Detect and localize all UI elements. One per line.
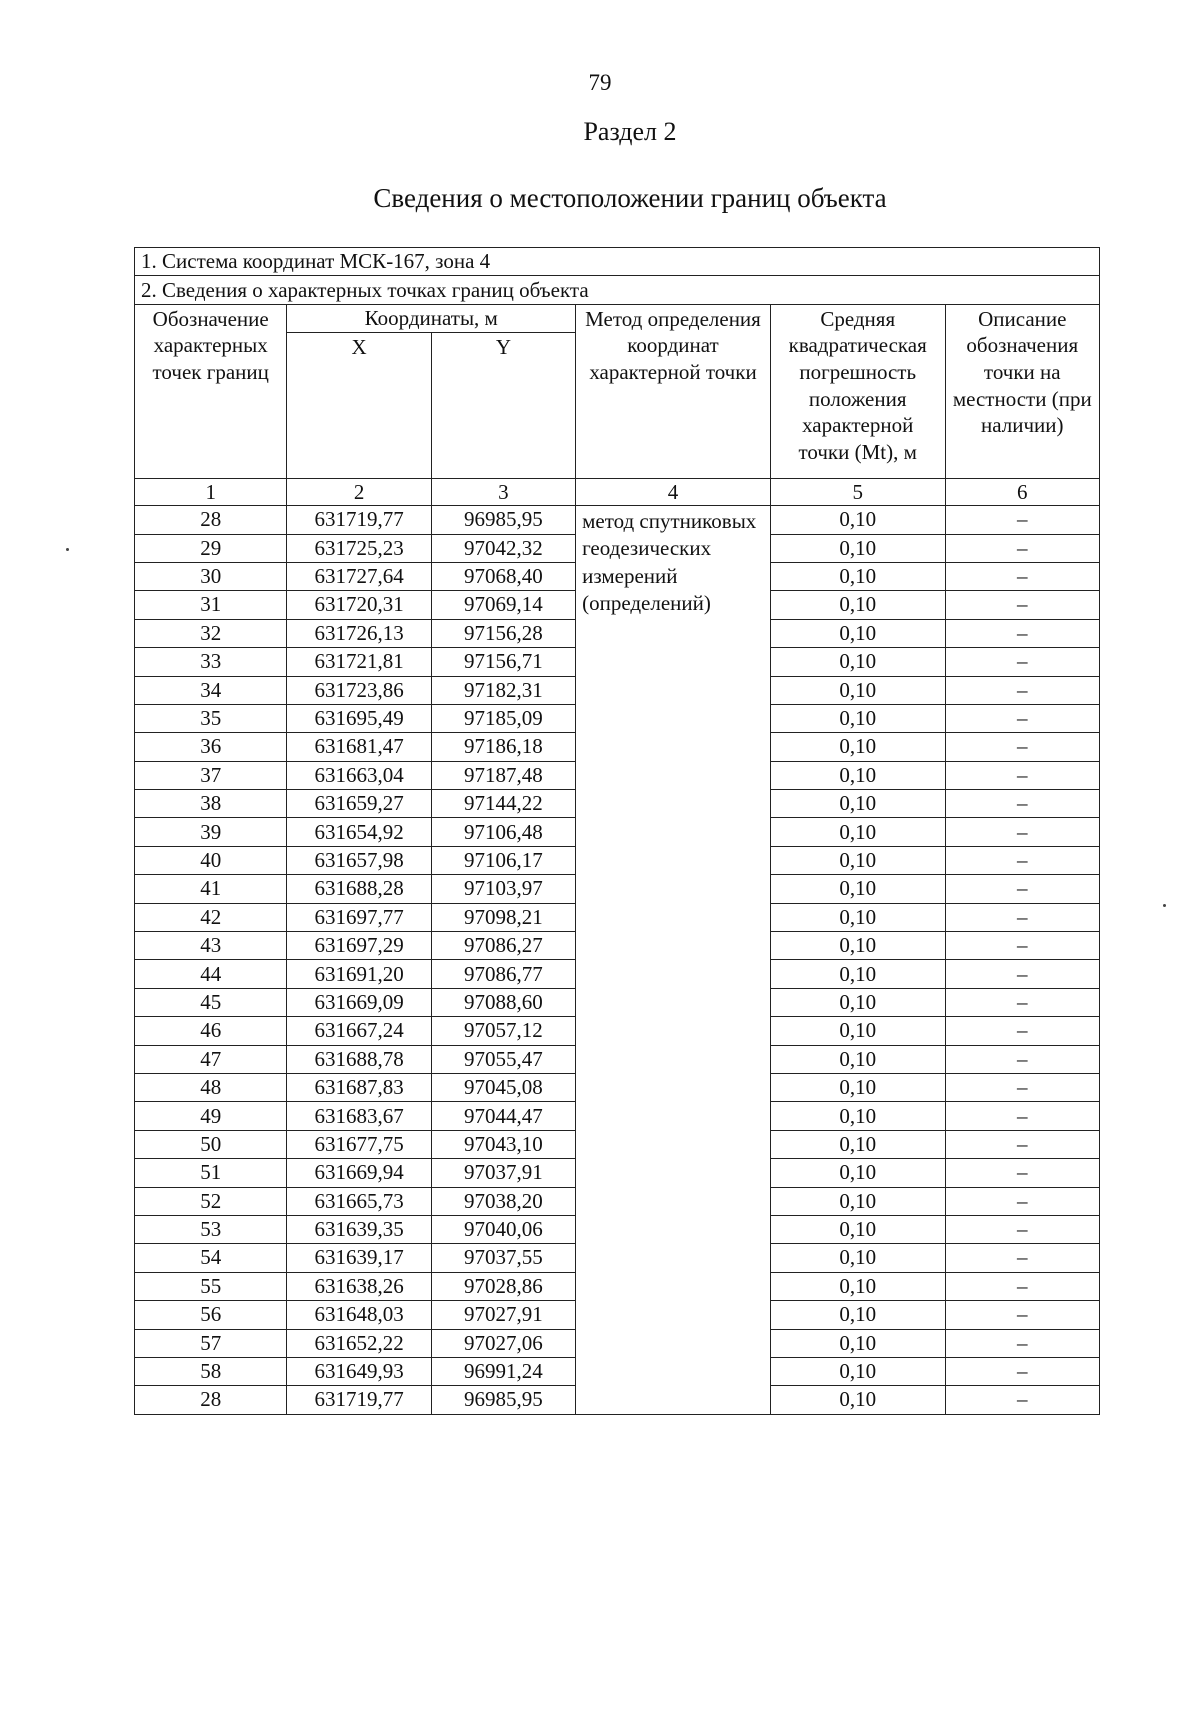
point-number-cell: 45 (135, 988, 287, 1016)
error-cell: 0,10 (770, 1272, 945, 1300)
column-number: 1 (135, 479, 287, 506)
x-coordinate-cell: 631687,83 (287, 1073, 431, 1101)
scan-speck (66, 548, 69, 551)
error-cell: 0,10 (770, 761, 945, 789)
error-cell: 0,10 (770, 1386, 945, 1414)
x-coordinate-cell: 631683,67 (287, 1102, 431, 1130)
x-coordinate-cell: 631725,23 (287, 534, 431, 562)
column-number: 6 (945, 479, 1099, 506)
header-x: X (287, 333, 431, 479)
table-row (135, 506, 1100, 534)
error-cell: 0,10 (770, 903, 945, 931)
y-coordinate-cell: 97043,10 (431, 1130, 575, 1158)
description-cell: – (945, 619, 1099, 647)
description-cell: – (945, 648, 1099, 676)
point-number-cell: 58 (135, 1357, 287, 1385)
description-cell: – (945, 733, 1099, 761)
y-coordinate-cell: 97069,14 (431, 591, 575, 619)
y-coordinate-cell: 97055,47 (431, 1045, 575, 1073)
description-cell: – (945, 1130, 1099, 1158)
error-cell: 0,10 (770, 875, 945, 903)
point-number-cell: 42 (135, 903, 287, 931)
x-coordinate-cell: 631667,24 (287, 1017, 431, 1045)
description-cell: – (945, 1102, 1099, 1130)
y-coordinate-cell: 97086,77 (431, 960, 575, 988)
page-number: 79 (588, 70, 612, 95)
error-cell: 0,10 (770, 676, 945, 704)
column-number: 5 (770, 479, 945, 506)
point-number-cell: 51 (135, 1159, 287, 1187)
y-coordinate-cell: 97156,28 (431, 619, 575, 647)
x-coordinate-cell: 631697,29 (287, 932, 431, 960)
points-header-cell: 2. Сведения о характерных точках границ объекта (135, 276, 1100, 304)
point-number-cell: 40 (135, 846, 287, 874)
error-cell: 0,10 (770, 960, 945, 988)
error-cell: 0,10 (770, 1102, 945, 1130)
header-designation: Обозначение характерных точек границ (135, 304, 287, 478)
x-coordinate-cell: 631638,26 (287, 1272, 431, 1300)
x-coordinate-cell: 631657,98 (287, 846, 431, 874)
error-cell: 0,10 (770, 1244, 945, 1272)
y-coordinate-cell: 97098,21 (431, 903, 575, 931)
description-cell: – (945, 903, 1099, 931)
points-header-row (135, 276, 1100, 304)
description-cell: – (945, 534, 1099, 562)
description-cell: – (945, 562, 1099, 590)
coord-system-row (135, 248, 1100, 276)
description-cell: – (945, 591, 1099, 619)
description-cell: – (945, 1301, 1099, 1329)
point-number-cell: 57 (135, 1329, 287, 1357)
point-number-cell: 31 (135, 591, 287, 619)
error-cell: 0,10 (770, 534, 945, 562)
point-number-cell: 53 (135, 1215, 287, 1243)
x-coordinate-cell: 631688,28 (287, 875, 431, 903)
error-cell: 0,10 (770, 1357, 945, 1385)
point-number-cell: 49 (135, 1102, 287, 1130)
x-coordinate-cell: 631639,35 (287, 1215, 431, 1243)
description-cell: – (945, 1187, 1099, 1215)
y-coordinate-cell: 97156,71 (431, 648, 575, 676)
error-cell: 0,10 (770, 1159, 945, 1187)
description-cell: – (945, 790, 1099, 818)
x-coordinate-cell: 631695,49 (287, 704, 431, 732)
point-number-cell: 41 (135, 875, 287, 903)
error-cell: 0,10 (770, 790, 945, 818)
point-number-cell: 43 (135, 932, 287, 960)
description-cell: – (945, 1159, 1099, 1187)
error-cell: 0,10 (770, 1301, 945, 1329)
error-cell: 0,10 (770, 619, 945, 647)
point-number-cell: 29 (135, 534, 287, 562)
column-number: 2 (287, 479, 431, 506)
x-coordinate-cell: 631654,92 (287, 818, 431, 846)
y-coordinate-cell: 97106,17 (431, 846, 575, 874)
point-number-cell: 39 (135, 818, 287, 846)
description-cell: – (945, 932, 1099, 960)
column-number: 3 (431, 479, 575, 506)
description-cell: – (945, 1073, 1099, 1101)
y-coordinate-cell: 97042,32 (431, 534, 575, 562)
header-coordinates: Координаты, м (287, 304, 576, 332)
y-coordinate-cell: 97187,48 (431, 761, 575, 789)
y-coordinate-cell: 97028,86 (431, 1272, 575, 1300)
point-number-cell: 55 (135, 1272, 287, 1300)
description-cell: – (945, 1045, 1099, 1073)
scan-speck (1163, 904, 1166, 907)
y-coordinate-cell: 97057,12 (431, 1017, 575, 1045)
point-number-cell: 44 (135, 960, 287, 988)
error-cell: 0,10 (770, 1130, 945, 1158)
document-title: Сведения о местоположении границ объекта (373, 183, 887, 213)
point-number-cell: 28 (135, 1386, 287, 1414)
header-description: Описание обозначения точки на местности (при наличии) (945, 304, 1099, 478)
y-coordinate-cell: 97027,91 (431, 1301, 575, 1329)
point-number-cell: 36 (135, 733, 287, 761)
y-coordinate-cell: 96991,24 (431, 1357, 575, 1385)
column-numbers-row (135, 479, 1100, 506)
error-cell: 0,10 (770, 818, 945, 846)
point-number-cell: 50 (135, 1130, 287, 1158)
x-coordinate-cell: 631720,31 (287, 591, 431, 619)
y-coordinate-cell: 97088,60 (431, 988, 575, 1016)
x-coordinate-cell: 631659,27 (287, 790, 431, 818)
y-coordinate-cell: 97106,48 (431, 818, 575, 846)
header-y: Y (431, 333, 575, 479)
error-cell: 0,10 (770, 704, 945, 732)
description-cell: – (945, 1017, 1099, 1045)
x-coordinate-cell: 631727,64 (287, 562, 431, 590)
error-cell: 0,10 (770, 562, 945, 590)
y-coordinate-cell: 97044,47 (431, 1102, 575, 1130)
error-cell: 0,10 (770, 846, 945, 874)
x-coordinate-cell: 631663,04 (287, 761, 431, 789)
error-cell: 0,10 (770, 648, 945, 676)
x-coordinate-cell: 631665,73 (287, 1187, 431, 1215)
x-coordinate-cell: 631688,78 (287, 1045, 431, 1073)
y-coordinate-cell: 97144,22 (431, 790, 575, 818)
error-cell: 0,10 (770, 1017, 945, 1045)
x-coordinate-cell: 631723,86 (287, 676, 431, 704)
x-coordinate-cell: 631719,77 (287, 506, 431, 534)
y-coordinate-cell: 97182,31 (431, 676, 575, 704)
error-cell: 0,10 (770, 1045, 945, 1073)
description-cell: – (945, 1386, 1099, 1414)
description-cell: – (945, 1244, 1099, 1272)
point-number-cell: 38 (135, 790, 287, 818)
error-cell: 0,10 (770, 932, 945, 960)
error-cell: 0,10 (770, 1329, 945, 1357)
error-cell: 0,10 (770, 1215, 945, 1243)
header-method: Метод определения координат характерной точки (576, 304, 771, 478)
header-row-1 (135, 304, 1100, 332)
x-coordinate-cell: 631652,22 (287, 1329, 431, 1357)
y-coordinate-cell: 97068,40 (431, 562, 575, 590)
x-coordinate-cell: 631681,47 (287, 733, 431, 761)
x-coordinate-cell: 631721,81 (287, 648, 431, 676)
x-coordinate-cell: 631639,17 (287, 1244, 431, 1272)
description-cell: – (945, 960, 1099, 988)
section-title: Раздел 2 (583, 117, 677, 146)
description-cell: – (945, 1329, 1099, 1357)
x-coordinate-cell: 631649,93 (287, 1357, 431, 1385)
error-cell: 0,10 (770, 733, 945, 761)
error-cell: 0,10 (770, 1073, 945, 1101)
y-coordinate-cell: 97037,55 (431, 1244, 575, 1272)
point-number-cell: 32 (135, 619, 287, 647)
description-cell: – (945, 988, 1099, 1016)
y-coordinate-cell: 97186,18 (431, 733, 575, 761)
y-coordinate-cell: 97103,97 (431, 875, 575, 903)
description-cell: – (945, 676, 1099, 704)
description-cell: – (945, 1357, 1099, 1385)
column-number: 4 (576, 479, 771, 506)
y-coordinate-cell: 96985,95 (431, 1386, 575, 1414)
description-cell: – (945, 1215, 1099, 1243)
error-cell: 0,10 (770, 591, 945, 619)
point-number-cell: 52 (135, 1187, 287, 1215)
error-cell: 0,10 (770, 506, 945, 534)
description-cell: – (945, 875, 1099, 903)
point-number-cell: 47 (135, 1045, 287, 1073)
description-cell: – (945, 818, 1099, 846)
x-coordinate-cell: 631669,94 (287, 1159, 431, 1187)
x-coordinate-cell: 631669,09 (287, 988, 431, 1016)
x-coordinate-cell: 631719,77 (287, 1386, 431, 1414)
point-number-cell: 56 (135, 1301, 287, 1329)
y-coordinate-cell: 97086,27 (431, 932, 575, 960)
point-number-cell: 48 (135, 1073, 287, 1101)
point-number-cell: 35 (135, 704, 287, 732)
description-cell: – (945, 704, 1099, 732)
x-coordinate-cell: 631697,77 (287, 903, 431, 931)
point-number-cell: 28 (135, 506, 287, 534)
header-error: Средняя квадратическая погрешность положения характерной точки (Mt), м (770, 304, 945, 478)
error-cell: 0,10 (770, 1187, 945, 1215)
y-coordinate-cell: 97040,06 (431, 1215, 575, 1243)
point-number-cell: 30 (135, 562, 287, 590)
description-cell: – (945, 506, 1099, 534)
y-coordinate-cell: 96985,95 (431, 506, 575, 534)
x-coordinate-cell: 631691,20 (287, 960, 431, 988)
x-coordinate-cell: 631677,75 (287, 1130, 431, 1158)
y-coordinate-cell: 97045,08 (431, 1073, 575, 1101)
boundary-points-table (134, 247, 1100, 1415)
point-number-cell: 33 (135, 648, 287, 676)
y-coordinate-cell: 97185,09 (431, 704, 575, 732)
description-cell: – (945, 1272, 1099, 1300)
point-number-cell: 46 (135, 1017, 287, 1045)
x-coordinate-cell: 631726,13 (287, 619, 431, 647)
x-coordinate-cell: 631648,03 (287, 1301, 431, 1329)
point-number-cell: 37 (135, 761, 287, 789)
point-number-cell: 54 (135, 1244, 287, 1272)
y-coordinate-cell: 97037,91 (431, 1159, 575, 1187)
description-cell: – (945, 846, 1099, 874)
coord-system-cell: 1. Система координат МСК-167, зона 4 (135, 248, 1100, 276)
point-number-cell: 34 (135, 676, 287, 704)
error-cell: 0,10 (770, 988, 945, 1016)
y-coordinate-cell: 97027,06 (431, 1329, 575, 1357)
description-cell: – (945, 761, 1099, 789)
y-coordinate-cell: 97038,20 (431, 1187, 575, 1215)
method-cell: метод спутниковых геодезических измерений (определений) (576, 506, 771, 1415)
